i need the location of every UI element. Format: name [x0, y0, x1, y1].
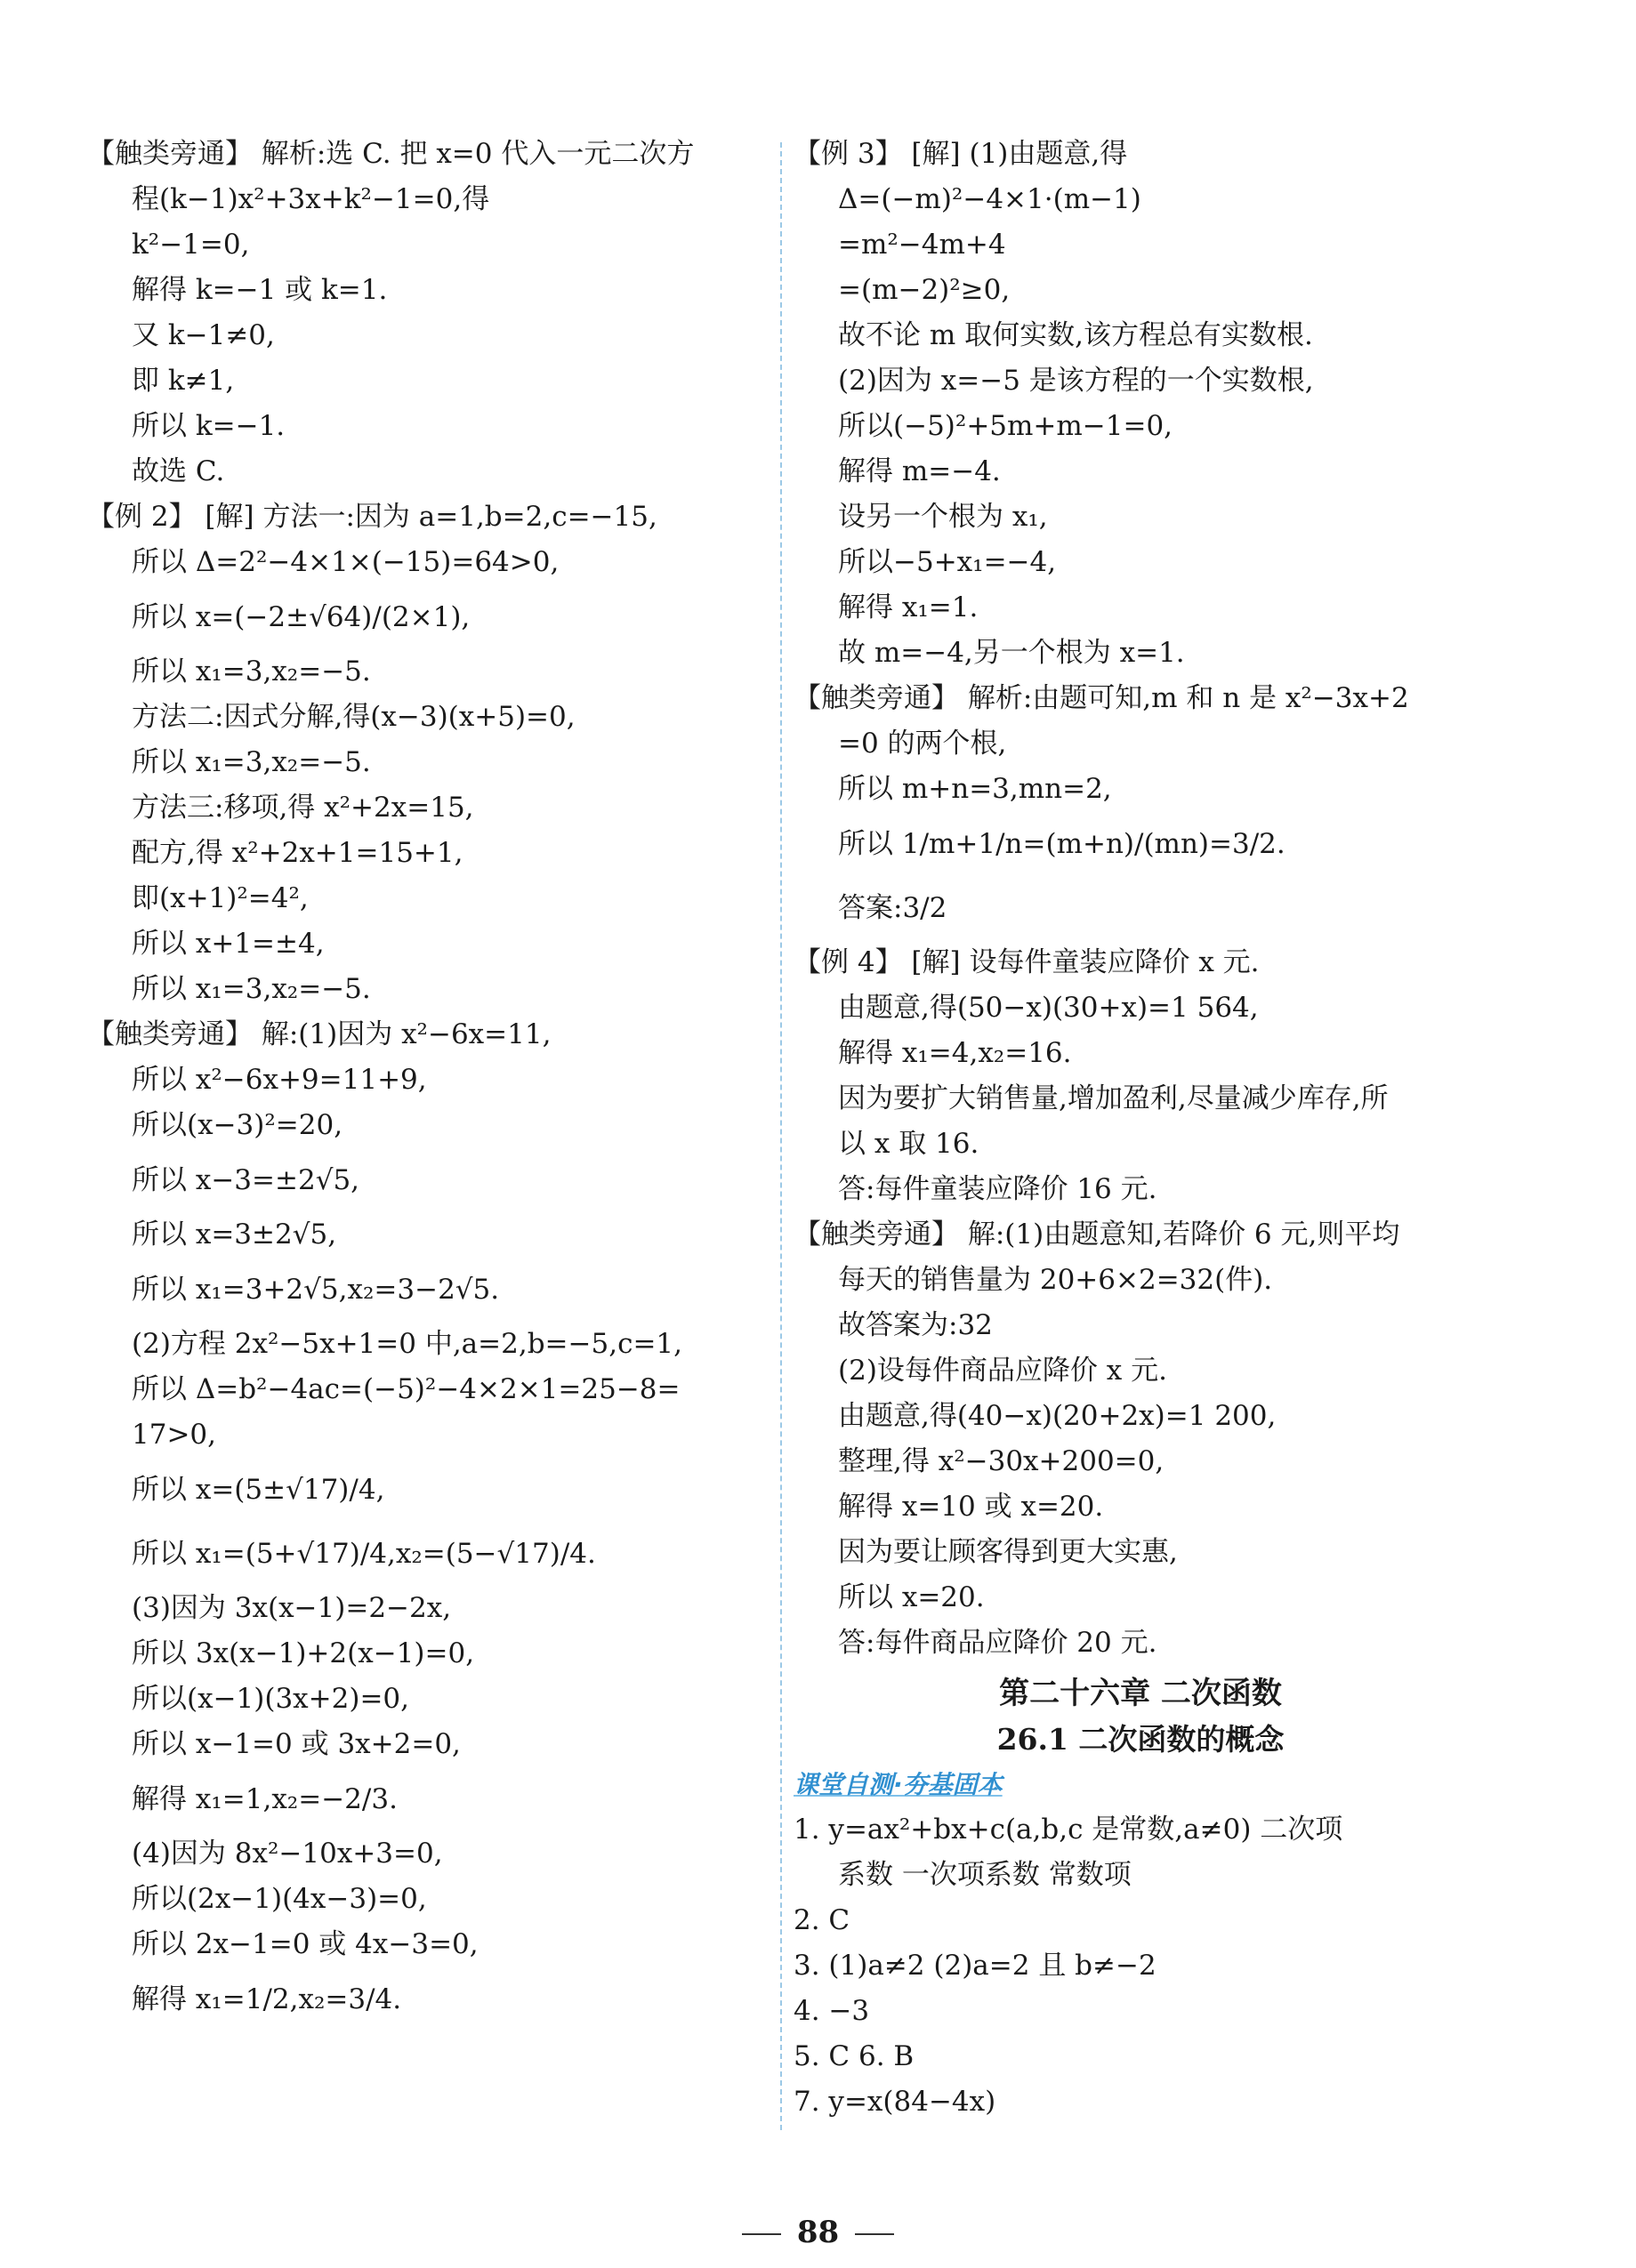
right-line: 2. C [794, 1904, 850, 1936]
right-line: 【触类旁通】 解:(1)由题意知,若降价 6 元,则平均 [794, 1218, 1400, 1251]
right-line: 所以 x=20. [838, 1581, 985, 1613]
left-line: 解得 x₁=1/2,x₂=3/4. [132, 1983, 402, 2015]
left-line: 所以 x₁=3,x₂=−5. [132, 973, 371, 1005]
left-line: 程(k−1)x²+3x+k²−1=0,得 [132, 183, 490, 215]
left-line: 所以 x₁=3,x₂=−5. [132, 655, 371, 688]
left-line: 所以(x−1)(3x+2)=0, [132, 1683, 410, 1715]
right-line: 5. C 6. B [794, 2040, 915, 2072]
left-line: 所以 x=(−2±√64)/(2×1), [132, 601, 471, 633]
left-line: 【触类旁通】 解析:选 C. 把 x=0 代入一元二次方 [87, 138, 695, 170]
right-line: 7. y=x(84−4x) [794, 2086, 996, 2118]
right-line: 所以−5+x₁=−4, [838, 546, 1057, 578]
right-line: 答案:3/2 [838, 892, 947, 924]
left-line: 故选 C. [132, 455, 225, 487]
right-line: Δ=(−m)²−4×1·(m−1) [838, 183, 1141, 215]
right-line: =m²−4m+4 [838, 229, 1006, 261]
left-line: 所以 Δ=2²−4×1×(−15)=64>0, [132, 546, 560, 578]
right-line: =(m−2)²≥0, [838, 274, 1011, 306]
left-line: 解得 k=−1 或 k=1. [132, 274, 388, 306]
left-line: 所以 x₁=(5+√17)/4,x₂=(5−√17)/4. [132, 1538, 596, 1570]
right-line: 4. −3 [794, 1995, 870, 2027]
right-line: (2)设每件商品应降价 x 元. [838, 1355, 1167, 1387]
left-line: 所以 x−1=0 或 3x+2=0, [132, 1728, 461, 1760]
right-line: 故不论 m 取何实数,该方程总有实数根. [838, 319, 1313, 351]
right-line: 解得 x₁=4,x₂=16. [838, 1037, 1072, 1069]
left-column [87, 132, 763, 2031]
right-line: 1. y=ax²+bx+c(a,b,c 是常数,a≠0) 二次项 [794, 1814, 1343, 1846]
footer-dash-right [855, 2233, 894, 2235]
right-column [794, 132, 1487, 2125]
left-line: 所以 x₁=3+2√5,x₂=3−2√5. [132, 1274, 500, 1306]
right-line: 故 m=−4,另一个根为 x=1. [838, 637, 1185, 669]
page-number-footer [0, 2215, 1636, 2250]
left-line: 【触类旁通】 解:(1)因为 x²−6x=11, [87, 1018, 552, 1050]
left-line: 【例 2】 [解] 方法一:因为 a=1,b=2,c=−15, [87, 501, 657, 533]
left-line: 所以(x−3)²=20, [132, 1109, 343, 1141]
right-line: 第二十六章 二次函数 [999, 1676, 1282, 1711]
right-line: 设另一个根为 x₁, [838, 501, 1048, 533]
right-line: 故答案为:32 [838, 1309, 993, 1341]
right-line: 解得 x=10 或 x=20. [838, 1491, 1104, 1523]
left-line: 所以 2x−1=0 或 4x−3=0, [132, 1928, 479, 1960]
left-line: 所以 3x(x−1)+2(x−1)=0, [132, 1637, 475, 1669]
right-line: 26.1 二次函数的概念 [996, 1722, 1285, 1757]
right-line: 因为要扩大销售量,增加盈利,尽量减少库存,所 [838, 1082, 1389, 1114]
right-line: 解得 x₁=1. [838, 591, 979, 623]
left-line: 配方,得 x²+2x+1=15+1, [132, 837, 463, 869]
left-line: 方法三:移项,得 x²+2x=15, [132, 792, 474, 824]
right-line: 【例 4】 [解] 设每件童装应降价 x 元. [794, 946, 1260, 978]
right-line: 课堂自测·夯基固本 [794, 1770, 1003, 1799]
left-line: (2)方程 2x²−5x+1=0 中,a=2,b=−5,c=1, [132, 1328, 683, 1360]
right-line: 系数 一次项系数 常数项 [838, 1859, 1132, 1891]
left-line: 方法二:因式分解,得(x−3)(x+5)=0, [132, 701, 576, 733]
right-line: 【例 3】 [解] (1)由题意,得 [794, 138, 1128, 170]
left-line: 即 k≠1, [132, 365, 235, 397]
right-line: 整理,得 x²−30x+200=0, [838, 1445, 1165, 1477]
right-line: 由题意,得(50−x)(30+x)=1 564, [838, 992, 1259, 1024]
right-line: 每天的销售量为 20+6×2=32(件). [838, 1264, 1273, 1296]
left-line: 解得 x₁=1,x₂=−2/3. [132, 1783, 398, 1815]
left-line: 所以 x₁=3,x₂=−5. [132, 746, 371, 778]
right-line: 所以(−5)²+5m+m−1=0, [838, 410, 1173, 442]
right-line: 因为要让顾客得到更大实惠, [838, 1536, 1178, 1568]
left-line: 所以 k=−1. [132, 410, 286, 442]
right-line: 解得 m=−4. [838, 455, 1001, 487]
right-line: =0 的两个根, [838, 728, 1007, 760]
left-line: (3)因为 3x(x−1)=2−2x, [132, 1592, 452, 1624]
right-line: 所以 1/m+1/n=(m+n)/(mn)=3/2. [838, 828, 1285, 860]
right-line: 以 x 取 16. [838, 1128, 979, 1160]
page-number: 88 [796, 2215, 840, 2250]
right-line: 答:每件商品应降价 20 元. [838, 1627, 1157, 1659]
right-line: 3. (1)a≠2 (2)a=2 且 b≠−2 [794, 1950, 1156, 1982]
left-line: 17>0, [132, 1419, 216, 1451]
left-line: 又 k−1≠0, [132, 319, 275, 351]
right-line: 【触类旁通】 解析:由题可知,m 和 n 是 x²−3x+2 [794, 682, 1409, 714]
left-line: 所以 x=3±2√5, [132, 1218, 337, 1251]
left-line: 所以 x²−6x+9=11+9, [132, 1064, 427, 1096]
left-line: (4)因为 8x²−10x+3=0, [132, 1838, 443, 1870]
left-line: 所以 x+1=±4, [132, 928, 325, 960]
left-line: 所以 x=(5±√17)/4, [132, 1474, 385, 1506]
column-divider [780, 142, 782, 2130]
right-line: (2)因为 x=−5 是该方程的一个实数根, [838, 365, 1314, 397]
right-line: 所以 m+n=3,mn=2, [838, 773, 1112, 805]
footer-dash-left [742, 2233, 781, 2235]
right-line: 答:每件童装应降价 16 元. [838, 1173, 1157, 1205]
right-line: 由题意,得(40−x)(20+2x)=1 200, [838, 1400, 1277, 1432]
left-line: 所以(2x−1)(4x−3)=0, [132, 1883, 427, 1915]
left-line: k²−1=0, [132, 229, 250, 261]
left-line: 所以 Δ=b²−4ac=(−5)²−4×2×1=25−8= [132, 1373, 681, 1405]
left-line: 所以 x−3=±2√5, [132, 1164, 360, 1196]
left-line: 即(x+1)²=4², [132, 882, 309, 914]
